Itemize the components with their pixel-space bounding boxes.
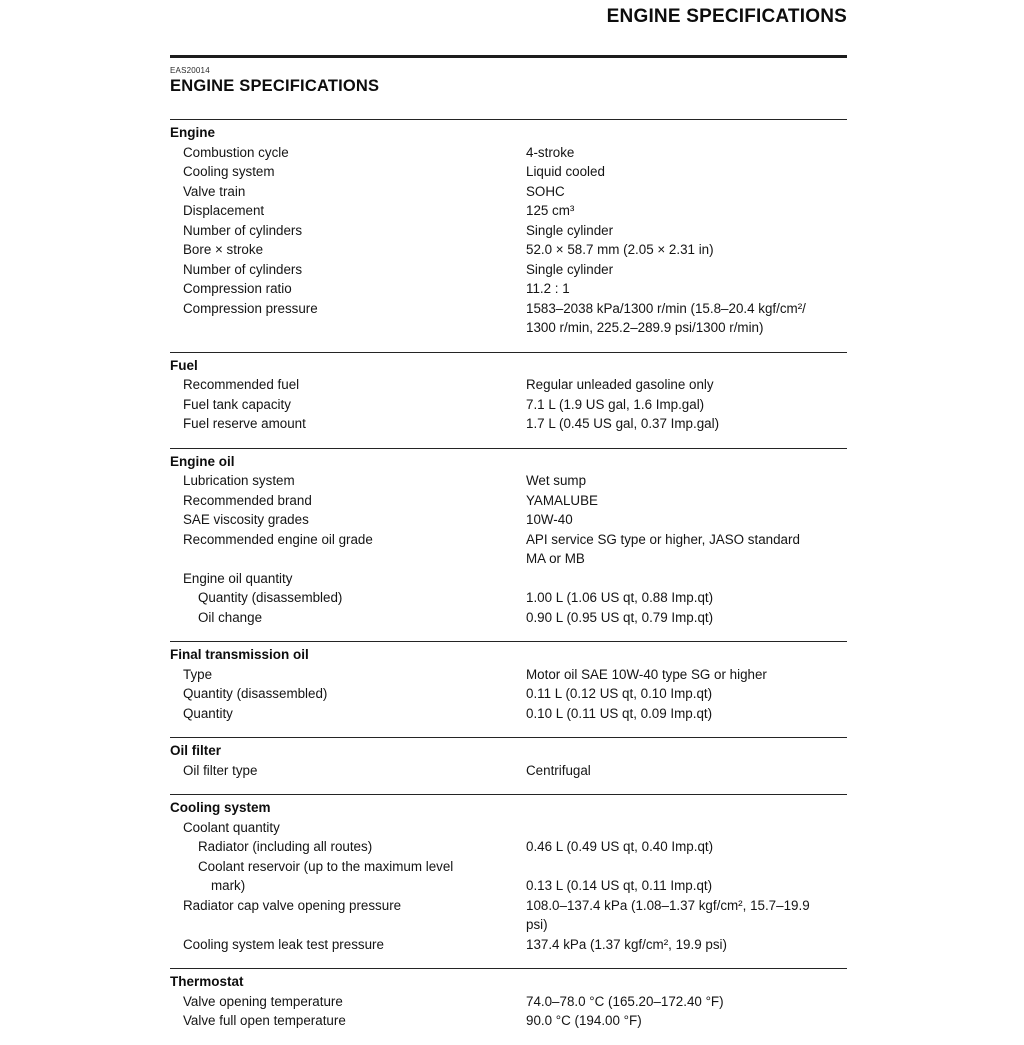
spec-value	[526, 665, 847, 685]
spec-value-line: 4-stroke	[526, 144, 575, 160]
spec-value-line: 0.13 L (0.14 US qt, 0.11 Imp.qt)	[526, 878, 713, 893]
spec-label	[170, 143, 526, 163]
spec-label-line: Number of cylinders	[183, 222, 303, 238]
spec-label	[170, 684, 526, 704]
spec-label	[170, 221, 526, 241]
spec-value-line: 0.10 L (0.11 US qt, 0.09 Imp.qt)	[526, 705, 713, 721]
spec-value-line: 11.2 : 1	[526, 281, 570, 296]
spec-row	[170, 608, 847, 628]
section-title: Final transmission oil	[170, 647, 309, 662]
spec-row	[170, 1011, 847, 1031]
spec-value	[526, 704, 847, 724]
spec-row	[170, 260, 847, 280]
spec-label-line: Coolant quantity	[183, 819, 280, 835]
spec-label	[170, 279, 526, 299]
spec-value	[526, 530, 847, 569]
spec-value-line: 0.90 L (0.95 US qt, 0.79 Imp.qt)	[526, 609, 714, 625]
spec-label-line: Combustion cycle	[183, 144, 289, 160]
spec-label-line: Cooling system	[183, 164, 275, 179]
spec-label-line: SAE viscosity grades	[183, 512, 309, 527]
spec-label-line: Fuel reserve amount	[183, 416, 306, 431]
spec-label-line: Compression ratio	[183, 281, 292, 296]
spec-value	[526, 684, 847, 704]
spec-row	[170, 896, 847, 935]
spec-label-line: Quantity (disassembled)	[183, 686, 328, 701]
spec-value	[526, 935, 847, 955]
spec-label	[170, 1011, 526, 1031]
spec-label	[170, 857, 526, 896]
spec-label	[170, 491, 526, 511]
spec-label-line: Quantity	[183, 705, 233, 721]
section-title: Oil filter	[170, 743, 222, 758]
spec-value	[526, 896, 847, 935]
spec-row	[170, 704, 847, 724]
spec-label-line: Radiator cap valve opening pressure	[183, 897, 402, 913]
spec-label-line: Oil change	[198, 609, 263, 625]
spec-label-line: Cooling system leak test pressure	[183, 936, 384, 952]
spec-row	[170, 471, 847, 491]
spec-row	[170, 299, 847, 338]
spec-value	[526, 182, 847, 202]
spec-value-line: 74.0–78.0 °C (165.20–172.40 °F)	[526, 993, 724, 1009]
spec-label-line: Lubrication system	[183, 473, 295, 488]
spec-label	[170, 162, 526, 182]
spec-section	[170, 968, 847, 1045]
spec-value-line: Motor oil SAE 10W-40 type SG or higher	[526, 666, 767, 682]
spec-label-line: Number of cylinders	[183, 261, 303, 277]
spec-label	[170, 414, 526, 434]
spec-value-line: 1300 r/min, 225.2–289.9 psi/1300 r/min)	[526, 320, 764, 335]
spec-row	[170, 684, 847, 704]
spec-value	[526, 569, 847, 589]
spec-row	[170, 240, 847, 260]
spec-label-line: Type	[183, 666, 213, 682]
spec-value-line: 1583–2038 kPa/1300 r/min (15.8–20.4 kgf/cm²/	[526, 300, 806, 316]
spec-value-line: Single cylinder	[526, 222, 614, 238]
spec-value	[526, 162, 847, 182]
spec-label	[170, 818, 526, 838]
section-title: Engine oil	[170, 453, 235, 469]
spec-value	[526, 818, 847, 838]
spec-value	[526, 491, 847, 511]
spec-label	[170, 375, 526, 395]
doc-code: EAS20014	[170, 66, 210, 75]
spec-row	[170, 665, 847, 685]
spec-value-line: Wet sump	[526, 473, 587, 488]
spec-section	[170, 448, 847, 642]
spec-value-line: 7.1 L (1.9 US gal, 1.6 Imp.gal)	[526, 396, 705, 412]
spec-label	[170, 569, 526, 589]
spec-row	[170, 818, 847, 838]
spec-value-line: SOHC	[526, 183, 565, 199]
spec-label-line: Valve train	[183, 183, 246, 199]
spec-value	[526, 510, 847, 530]
spec-value-line: API service SG type or higher, JASO standard	[526, 531, 800, 547]
page-content	[170, 0, 847, 1045]
spec-row	[170, 857, 847, 896]
spec-row	[170, 375, 847, 395]
spec-value-line: 125 cm³	[526, 203, 575, 218]
spec-label	[170, 471, 526, 491]
spec-value-line: 1.00 L (1.06 US qt, 0.88 Imp.qt)	[526, 590, 714, 605]
spec-value	[526, 240, 847, 260]
page-title: ENGINE SPECIFICATIONS	[170, 77, 380, 95]
spec-value	[526, 837, 847, 857]
spec-value	[526, 1011, 847, 1031]
spec-value-line: Liquid cooled	[526, 164, 605, 179]
section-title: Cooling system	[170, 800, 271, 815]
spec-row	[170, 414, 847, 434]
spec-value-line: 0.11 L (0.12 US qt, 0.10 Imp.qt)	[526, 686, 713, 701]
spec-value-line: Centrifugal	[526, 762, 591, 778]
spec-value	[526, 299, 847, 338]
spec-value-line: Single cylinder	[526, 261, 614, 277]
spec-label	[170, 992, 526, 1012]
spec-value	[526, 221, 847, 241]
spec-row	[170, 935, 847, 955]
spec-row	[170, 221, 847, 241]
spec-label-line: Valve opening temperature	[183, 993, 343, 1009]
spec-row	[170, 761, 847, 781]
spec-value-line: 10W-40	[526, 512, 573, 527]
spec-label	[170, 935, 526, 955]
spec-section	[170, 641, 847, 737]
spec-row	[170, 395, 847, 415]
spec-label-line: Displacement	[183, 203, 265, 218]
spec-label	[170, 704, 526, 724]
spec-label-line: Bore × stroke	[183, 242, 264, 257]
spec-label	[170, 530, 526, 550]
spec-row	[170, 569, 847, 589]
spec-value	[526, 608, 847, 628]
spec-table	[170, 119, 847, 1045]
spec-value-line: 90.0 °C (194.00 °F)	[526, 1013, 642, 1028]
spec-label	[170, 260, 526, 280]
spec-value-line: YAMALUBE	[526, 492, 598, 508]
spec-value	[526, 143, 847, 163]
section-title: Engine	[170, 125, 216, 140]
spec-value	[526, 471, 847, 491]
spec-value	[526, 414, 847, 434]
spec-section	[170, 794, 847, 968]
spec-value	[526, 201, 847, 221]
section-title: Fuel	[170, 357, 198, 373]
spec-row	[170, 530, 847, 569]
spec-value	[526, 761, 847, 781]
spec-row	[170, 510, 847, 530]
spec-label	[170, 837, 526, 857]
spec-value-line: Regular unleaded gasoline only	[526, 377, 714, 392]
spec-value	[526, 260, 847, 280]
spec-label-line: Valve full open temperature	[183, 1013, 346, 1028]
spec-label	[170, 395, 526, 415]
spec-section	[170, 352, 847, 448]
spec-value-line: 52.0 × 58.7 mm (2.05 × 2.31 in)	[526, 242, 714, 257]
spec-label	[170, 510, 526, 530]
spec-row	[170, 201, 847, 221]
spec-value-line: 0.46 L (0.49 US qt, 0.40 Imp.qt)	[526, 839, 714, 854]
spec-label-line: Recommended brand	[183, 492, 312, 508]
spec-value-line: 137.4 kPa (1.37 kgf/cm², 19.9 psi)	[526, 936, 727, 952]
spec-row	[170, 837, 847, 857]
spec-label-line: Recommended engine oil grade	[183, 531, 373, 547]
running-header: ENGINE SPECIFICATIONS	[606, 6, 847, 27]
spec-value	[526, 588, 847, 608]
spec-value	[526, 992, 847, 1012]
spec-value-line: 108.0–137.4 kPa (1.08–1.37 kgf/cm², 15.7–19.9	[526, 897, 810, 913]
spec-label	[170, 896, 526, 916]
spec-label-line: mark)	[211, 878, 246, 893]
spec-label-line: Fuel tank capacity	[183, 396, 291, 412]
spec-label	[170, 182, 526, 202]
spec-value	[526, 876, 847, 896]
spec-label-line: Compression pressure	[183, 300, 318, 316]
spec-value-line: psi)	[526, 917, 548, 932]
spec-label-line: Recommended fuel	[183, 377, 300, 392]
spec-value	[526, 375, 847, 395]
spec-value-line: MA or MB	[526, 551, 585, 566]
spec-section	[170, 737, 847, 794]
spec-row	[170, 182, 847, 202]
spec-label-line: Oil filter type	[183, 762, 258, 778]
spec-row	[170, 162, 847, 182]
spec-label	[170, 761, 526, 781]
spec-row	[170, 491, 847, 511]
spec-label-line: Coolant reservoir (up to the maximum level	[198, 858, 454, 874]
spec-label-line: Quantity (disassembled)	[198, 590, 343, 605]
spec-label	[170, 240, 526, 260]
spec-label	[170, 201, 526, 221]
spec-label	[170, 299, 526, 319]
spec-label	[170, 608, 526, 628]
spec-label	[170, 665, 526, 685]
spec-row	[170, 143, 847, 163]
spec-value	[526, 279, 847, 299]
spec-label-line: Radiator (including all routes)	[198, 839, 373, 854]
spec-row	[170, 992, 847, 1012]
spec-row	[170, 279, 847, 299]
spec-row	[170, 588, 847, 608]
spec-label-line: Engine oil quantity	[183, 570, 293, 586]
header-rule	[170, 55, 847, 58]
spec-label	[170, 588, 526, 608]
spec-value	[526, 395, 847, 415]
spec-section	[170, 119, 847, 352]
spec-value-line: 1.7 L (0.45 US gal, 0.37 Imp.gal)	[526, 416, 720, 431]
section-title: Thermostat	[170, 974, 244, 989]
